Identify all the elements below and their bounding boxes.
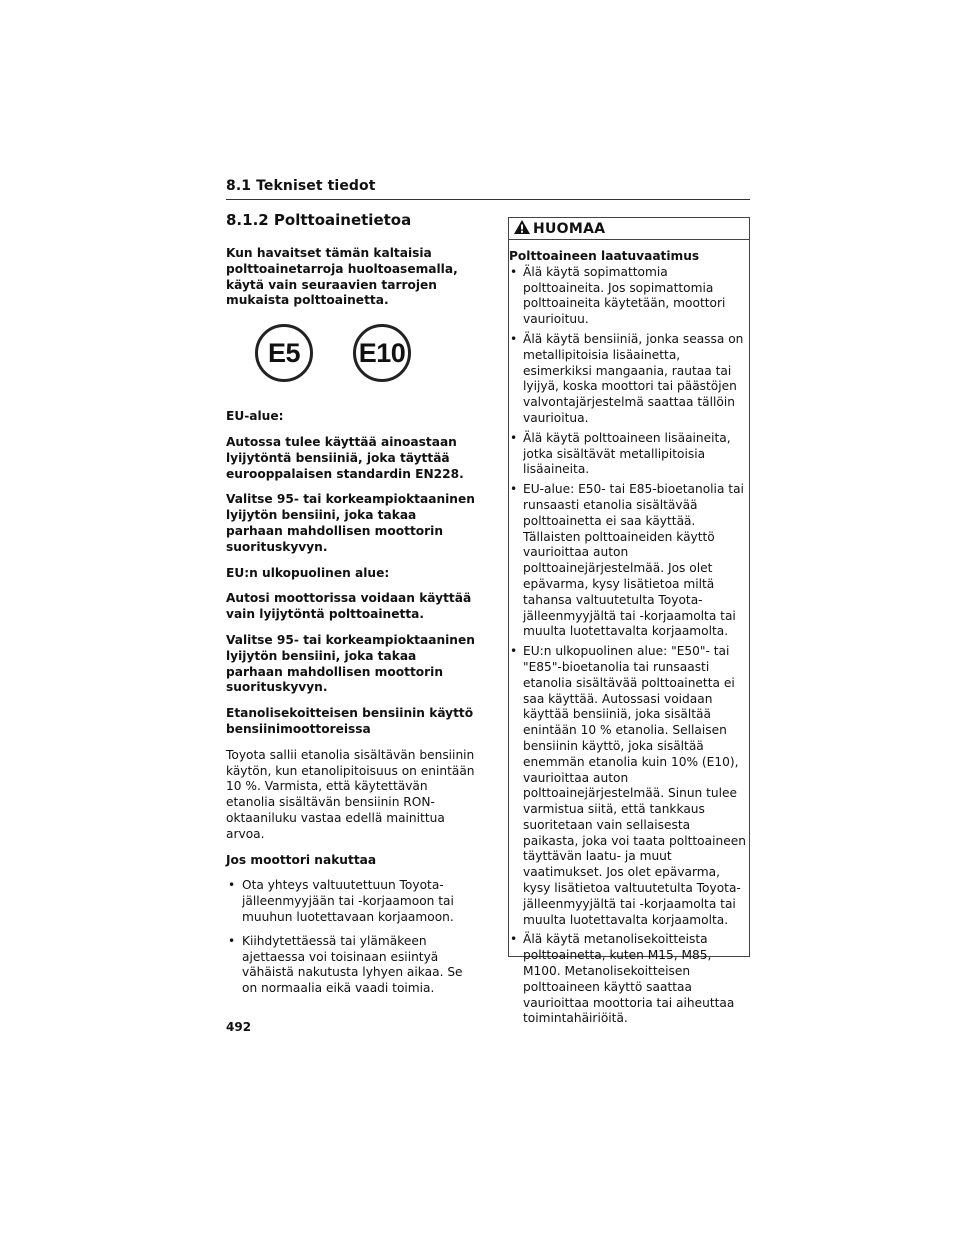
list-item: • Ota yhteys valtuutettuun Toyota-jälleenmyyjään tai -korjaamoon tai muuhun luotettavaan korjaamoon.: [226, 878, 476, 925]
knock-heading: Jos moottori nakuttaa: [226, 852, 377, 867]
notice-header: [509, 218, 749, 240]
eu-heading: EU-alue:: [226, 409, 284, 424]
ethanol-text: Toyota sallii etanolia sisältävän bensiinin käytön, kun etanolipitoisuus on enintään 10 %. Varmista, että käytettävän etanolia sisältävän bensiinin RON-oktaaniluku vastaa edellä mainittua arvoa.: [226, 747, 475, 841]
fuel-label-e10: E10: [353, 324, 411, 382]
non-eu-heading: EU:n ulkopuolinen alue:: [226, 565, 390, 580]
chapter-header: 8.1 Tekniset tiedot: [226, 178, 376, 194]
fuel-labels: [255, 323, 476, 383]
list-item: • Älä käytä polttoaineen lisäaineita, jotka sisältävät metallipitoisia lisäaineita.: [509, 431, 749, 478]
list-item: • Kiihdytettäessä tai ylämäkeen ajettaessa voi toisinaan esiintyä vähäistä nakutusta lyhyen aikaa. Se on normaalia eikä vaadi toimia.: [226, 934, 476, 997]
header-divider: [226, 199, 750, 200]
list-item: • Älä käytä sopimattomia polttoaineita. Jos sopimattomia polttoaineita käytetään, moottori vaurioituu.: [509, 265, 749, 328]
warning-icon: [513, 219, 531, 239]
notice-box: [508, 217, 750, 1026]
notice-subtitle: Polttoaineen laatuvaatimus: [509, 249, 700, 263]
list-item: • Älä käytä metanolisekoitteista polttoainetta, kuten M15, M85, M100. Metanolisekoitteisen polttoaineen käyttö saattaa vaurioittaa moottoria tai aiheuttaa toimintahäiriöitä.: [509, 932, 749, 1027]
knock-list: [226, 878, 476, 997]
fuel-label-e5: E5: [255, 324, 313, 382]
list-item: • EU-alue: E50- tai E85-bioetanolia tai runsaasti etanolia sisältävää polttoainetta ei saa käyttää. Tällaisten polttoaineiden käyttö vaurioittaa auton polttoainejärjestelmää. Jos olet epävarma, kysy lisätietoa miltä tahansa valtuutetulta Toyota-jälleenmyyjältä tai -korjaamolta tai muulta luotettavalta korjaamolta.: [509, 482, 749, 640]
non-eu-paragraph-1: Autosi moottorissa voidaan käyttää vain lyijytöntä polttoainetta.: [226, 591, 472, 622]
ethanol-heading: Etanolisekoitteisen bensiinin käyttö bensiinimoottoreissa: [226, 706, 474, 736]
eu-paragraph-1: Autossa tulee käyttää ainoastaan lyijytöntä bensiiniä, joka täyttää eurooppalaisen standardin EN228.: [226, 434, 464, 481]
list-item: • EU:n ulkopuolinen alue: "E50"- tai "E85"-bioetanolia tai runsaasti etanolia sisältävää polttoainetta ei saa käyttää. Autossasi voidaan käyttää bensiiniä, joka sisältää enintään 10 % etanolia. Sellaisen bensiinin käyttö, joka sisältää enemmän etanolia kuin 10% (E10), vaurioittaa auton polttoainejärjestelmää. Sinun tulee varmistua siitä, että tankkaus suoritetaan vain sellaisesta paikasta, joka voi taata polttoaineen täyttävän laatu- ja muut vaatimukset. Jos olet epävarma, kysy lisätietoa valtuutetulta Toyota-jälleenmyyjältä tai -korjaamolta tai muulta luotettavalta korjaamolta.: [509, 644, 749, 928]
notice-list: [509, 265, 749, 1027]
notice-title: HUOMAA: [533, 220, 606, 237]
left-column: [226, 210, 476, 1005]
non-eu-paragraph-2: Valitse 95- tai korkeampioktaaninen lyijytön bensiini, joka takaa parhaan mahdollisen moottorin suorituskyvyn.: [226, 632, 475, 695]
section-title: 8.1.2 Polttoainetietoa: [226, 211, 412, 229]
list-item: • Älä käytä bensiiniä, jonka seassa on metallipitoisia lisäainetta, esimerkiksi mangaania, rautaa tai lyijyä, koska moottori tai päästöjen valvontajärjestelmä saattaa tällöin vaurioitua.: [509, 332, 749, 427]
notice-body: [509, 240, 749, 1027]
eu-paragraph-2: Valitse 95- tai korkeampioktaaninen lyijytön bensiini, joka takaa parhaan mahdollisen moottorin suorituskyvyn.: [226, 492, 475, 554]
page-number: 492: [226, 1020, 252, 1034]
intro-text: Kun havaitset tämän kaltaisia polttoainetarroja huoltoasemalla, käytä vain seuraavien tarrojen mukaista polttoainetta.: [226, 246, 458, 308]
